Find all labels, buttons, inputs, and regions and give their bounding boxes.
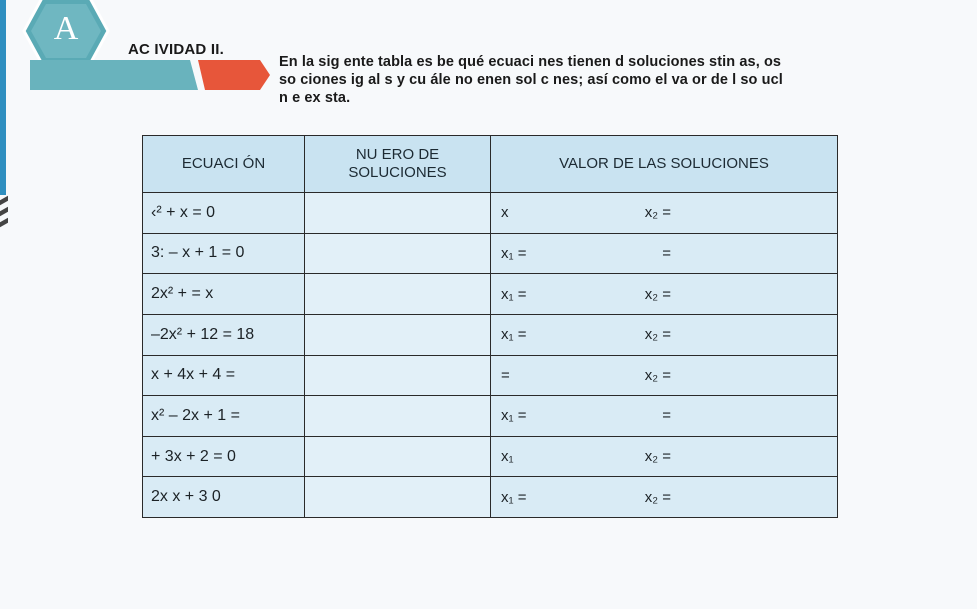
instructions-line: so ciones ig al s y cu ále no enen sol c nes; así como el va or de l so ucl — [279, 72, 783, 88]
number-of-solutions-cell[interactable] — [305, 396, 491, 437]
instructions-line: n e ex sta. — [279, 90, 351, 106]
solution-values-cell[interactable] — [491, 274, 838, 315]
equation-cell: 2x x + 3 0 — [143, 477, 305, 518]
solution-values-cell[interactable] — [491, 233, 838, 274]
header-solution-values: VALOR DE LAS SOLUCIONES — [491, 136, 838, 193]
solution-x1-label: x₁ = — [501, 244, 527, 262]
number-of-solutions-cell[interactable] — [305, 233, 491, 274]
badge-letter: A — [53, 10, 79, 47]
equation-cell: x + 4x + 4 = — [143, 355, 305, 396]
solution-x1-label: x — [501, 204, 509, 222]
number-of-solutions-cell[interactable] — [305, 477, 491, 518]
table-row — [143, 193, 838, 234]
solution-x1-label: x₁ = — [501, 407, 527, 425]
equation-cell: 3: – x + 1 = 0 — [143, 233, 305, 274]
solution-x2-label: x₂ = — [644, 285, 671, 303]
page-edge-strip — [0, 0, 6, 195]
table-row — [143, 233, 838, 274]
instructions-line: En la sig ente tabla es be qué ecuaci nes tienen d soluciones stin as, os — [279, 54, 782, 70]
solution-x1-label: = — [501, 366, 510, 384]
instructions-text — [279, 53, 909, 107]
solution-values-cell[interactable] — [491, 436, 838, 477]
solution-values-cell[interactable] — [491, 477, 838, 518]
equation-cell: x² – 2x + 1 = — [143, 396, 305, 437]
solution-x2-label: = — [662, 407, 671, 425]
solution-x1-label: x₁ = — [501, 285, 527, 303]
solution-values-cell[interactable] — [491, 355, 838, 396]
equations-table — [142, 135, 838, 518]
header-equation: ECUACI ÓN — [143, 136, 305, 193]
solution-values-cell[interactable] — [491, 193, 838, 234]
solution-x2-label: x₂ = — [644, 488, 671, 506]
solution-x1-label: x₁ = — [501, 326, 527, 344]
table-row — [143, 355, 838, 396]
solution-x1-label: x₁ = — [501, 488, 527, 506]
activity-banner — [30, 60, 270, 90]
table-row — [143, 396, 838, 437]
number-of-solutions-cell[interactable] — [305, 355, 491, 396]
solution-x2-label: = — [662, 244, 671, 262]
table-row — [143, 274, 838, 315]
solution-values-cell[interactable] — [491, 314, 838, 355]
solution-x2-label: x₂ = — [644, 326, 671, 344]
solution-x2-label: x₂ = — [644, 448, 671, 466]
equation-cell: ‹² + x = 0 — [143, 193, 305, 234]
activity-title: AC IVIDAD II. — [128, 41, 224, 58]
number-of-solutions-cell[interactable] — [305, 193, 491, 234]
page-edge-marks — [0, 198, 8, 234]
table-row — [143, 314, 838, 355]
solution-x2-label: x₂ = — [644, 204, 671, 222]
table-row — [143, 477, 838, 518]
equation-cell: + 3x + 2 = 0 — [143, 436, 305, 477]
table-header-row — [143, 136, 838, 193]
number-of-solutions-cell[interactable] — [305, 436, 491, 477]
solution-values-cell[interactable] — [491, 396, 838, 437]
number-of-solutions-cell[interactable] — [305, 314, 491, 355]
solution-x2-label: x₂ = — [644, 366, 671, 384]
equation-cell: 2x² + = x — [143, 274, 305, 315]
solution-x1-label: x₁ — [501, 448, 514, 466]
header-number-of-solutions: NU ERO DE SOLUCIONES — [305, 136, 491, 193]
table-row — [143, 436, 838, 477]
number-of-solutions-cell[interactable] — [305, 274, 491, 315]
equation-cell: –2x² + 12 = 18 — [143, 314, 305, 355]
